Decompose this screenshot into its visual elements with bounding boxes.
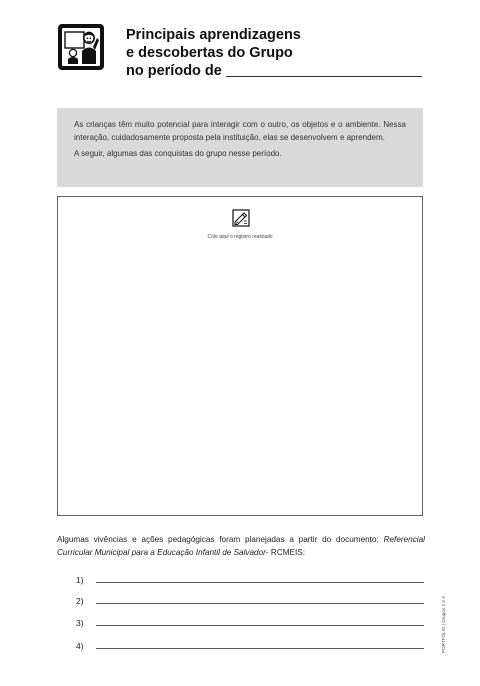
item-number: 4) bbox=[76, 641, 84, 651]
intro-box bbox=[57, 108, 423, 187]
paste-label: Cole aqui o registro realizado bbox=[207, 234, 273, 240]
document-note-text: Algumas vivências e ações pedagógicas foram planejadas a partir do documento: bbox=[57, 535, 379, 544]
paste-note-icon bbox=[232, 209, 250, 227]
title-line-1: Principais aprendizagens bbox=[126, 27, 301, 43]
title-line-2: e descobertas do Grupo bbox=[126, 45, 293, 61]
document-reference: Referencial Curricular Municipal para a Educação Infantil de Salvador bbox=[57, 535, 425, 557]
item-fill-line[interactable] bbox=[96, 625, 424, 626]
list-item bbox=[76, 575, 424, 585]
side-label: PORTFÓLIO | Grupos 2 e 3 bbox=[441, 596, 446, 653]
paste-frame[interactable] bbox=[57, 196, 423, 516]
item-number: 1) bbox=[76, 575, 84, 585]
teacher-child-logo-icon bbox=[57, 23, 105, 71]
intro-paragraph-2: A seguir, algumas das conquistas do grupo nesse período. bbox=[74, 149, 282, 158]
period-fill-line[interactable] bbox=[226, 76, 422, 77]
document-reference-suffix: - RCMEIS: bbox=[265, 548, 306, 557]
document-note bbox=[57, 533, 425, 559]
item-fill-line[interactable] bbox=[96, 603, 424, 604]
item-fill-line[interactable] bbox=[96, 582, 424, 583]
item-fill-line[interactable] bbox=[96, 648, 424, 649]
item-number: 2) bbox=[76, 596, 84, 606]
item-number: 3) bbox=[76, 618, 84, 628]
list-item bbox=[76, 641, 424, 651]
intro-paragraph-1: As crianças têm muito potencial para interagir com o outro, os objetos e o ambiente. Nessa interação, cuidadosamente proposta pela instituição, elas se desenvolvem e aprendem. bbox=[74, 120, 406, 142]
title-period-label: no período de bbox=[126, 63, 222, 79]
page-title bbox=[126, 26, 426, 80]
list-item bbox=[76, 618, 424, 628]
list-item bbox=[76, 596, 424, 606]
title-line-3 bbox=[126, 62, 426, 80]
